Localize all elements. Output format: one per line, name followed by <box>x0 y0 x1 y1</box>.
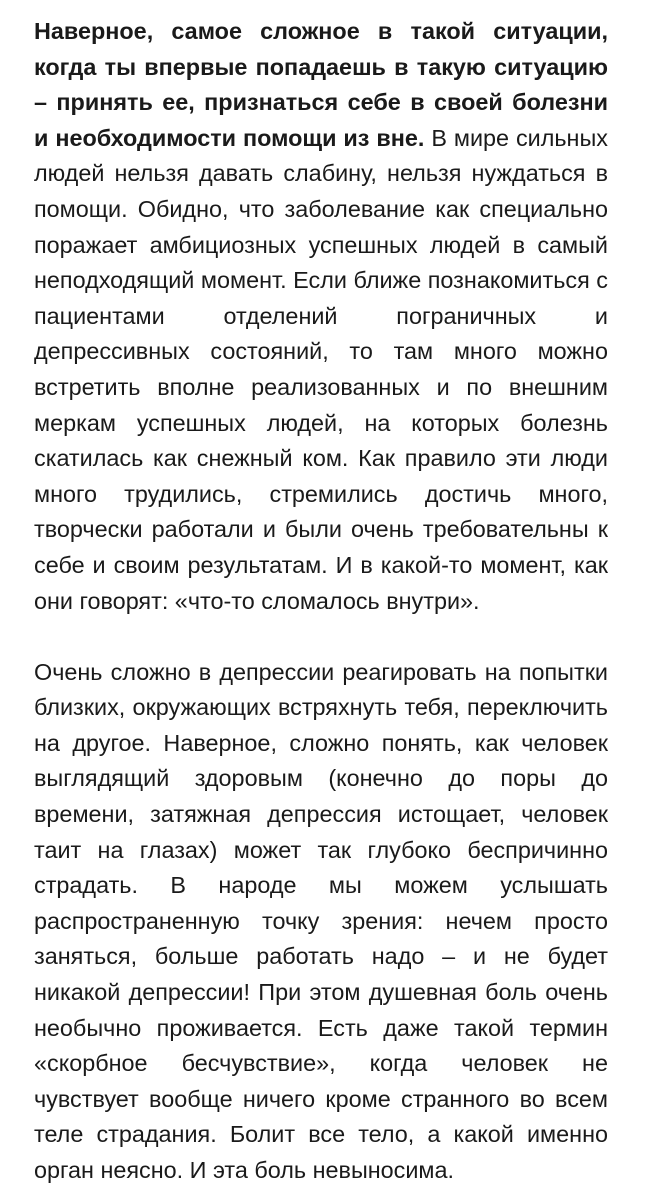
paragraph-2: Очень сложно в депрессии реагировать на попытки близких, окружающих встряхнуть тебя, переключить на другое. Наверное, сложно понять, как человек выглядящий здоровым (конечно до поры до времени, затяжная депрессия истощает, человек таит на глазах) может так глубоко беспричинно страдать. В народе мы можем услышать распространенную точку зрения: нечем просто заняться, больше работать надо – и не будет никакой депрессии! При этом душевная боль очень необычно проживается. Есть даже такой термин «скорбное бесчувствие», когда человек не чувствует вообще ничего кроме странного во всем теле страдания. Болит все тело, а какой именно орган неясно. И эта боль невыносима. <box>34 658 608 1183</box>
paragraph-1 <box>34 14 608 619</box>
paragraph-1-lead-bold: Наверное, самое сложное в такой ситуации, когда ты впервые попадаешь в такую ситуацию – принять ее, признаться себе в своей болезни и необходимости помощи из вне. <box>34 18 608 151</box>
paragraph-1-body: В мире сильных людей нельзя давать слабину, нельзя нуждаться в помощи. Обидно, что заболевание как специально поражает амбициозных успешных людей в самый неподходящий момент. Если ближе познакомиться с пациентами отделений пограничных и депрессивных состояний, то там много можно встретить вполне реализованных и по внешним меркам успешных людей, на которых болезнь скатилась как снежный ком. Как правило эти люди много трудились, стремились достичь много, творчески работали и были очень требовательны к себе и своим результатам. И в какой-то момент, как они говорят: «что-то сломалось внутри». <box>34 124 608 614</box>
